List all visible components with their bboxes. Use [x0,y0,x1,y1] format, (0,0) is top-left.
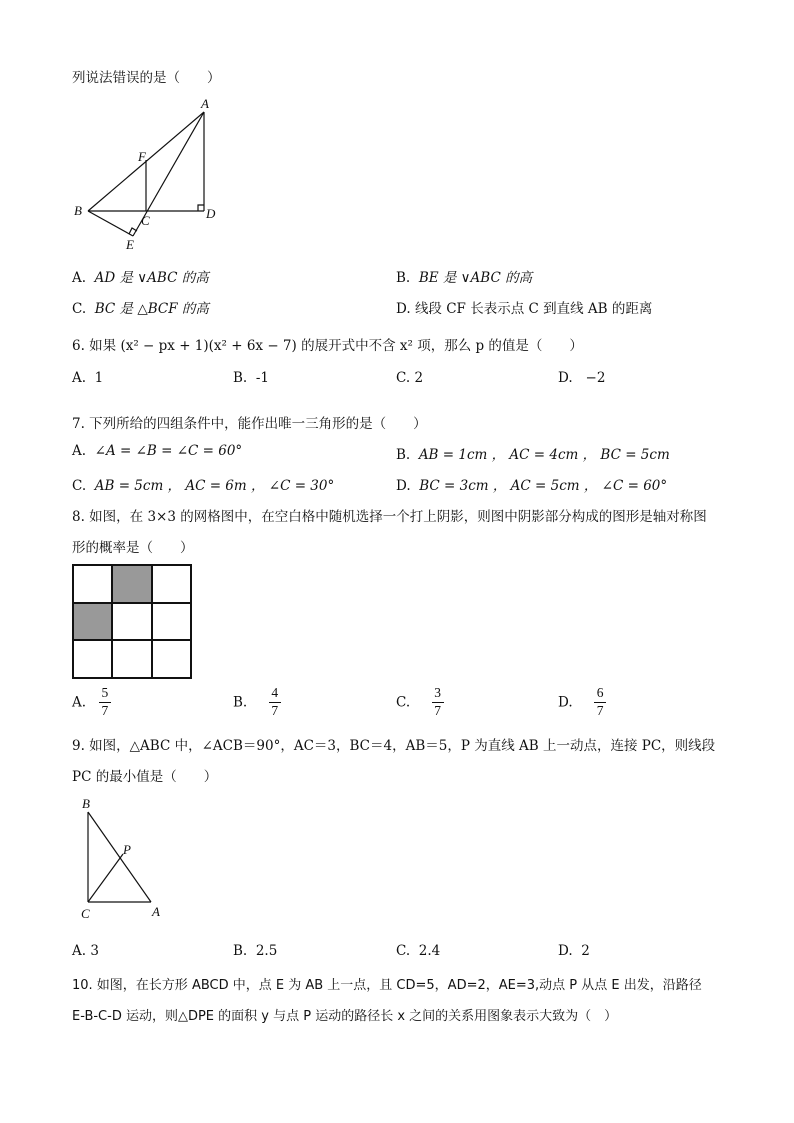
q9-option-b: B. 2.5 [233,943,278,959]
grid-cell [152,603,191,641]
grid-cell [112,603,151,641]
q6-option-b: B. -1 [233,370,269,386]
q9-label-c: C [81,906,90,921]
q9-option-c: C. 2.4 [396,943,441,959]
q5-stem: 列说法错误的是（ ） [72,70,221,86]
q7-option-c: C. AB = 5cm ， AC = 6m ， ∠C = 30° [72,478,335,494]
q8-option-b: B. $\frac{4}{7}$ [233,686,281,719]
q5-option-a: A. AD 是 ∨ABC 的高 [72,270,209,286]
grid-cell [112,640,151,678]
q5-option-c: C. BC 是 △BCF 的高 [72,301,209,317]
grid-cell [152,640,191,678]
grid-cell [152,565,191,603]
q9-label-b: B [82,796,90,811]
fraction: $\frac{3}{7}$ [432,686,444,719]
q5-figure [70,94,230,254]
q5-option-b: B. BE 是 ∨ABC 的高 [396,270,533,286]
q8-option-a: A. $\frac{5}{7}$ [72,686,111,719]
q7-option-a: A. ∠A = ∠B = ∠C = 60° [72,443,243,459]
grid-cell [73,640,112,678]
q10-stem-line2: E-B-C-D 运动，则△DPE 的面积 y 与点 P 运动的路径长 x 之间的关系用图象表示大致为（ ） [72,1009,618,1024]
q8-grid [72,564,192,679]
q5-label-b: B [74,203,82,218]
q9-option-d: D. 2 [558,943,590,959]
fraction: $\frac{6}{7}$ [594,686,606,719]
q5-option-d: D. 线段 CF 长表示点 C 到直线 AB 的距离 [396,301,653,317]
q10-stem-line1: 10. 如图，在长方形 ABCD 中，点 E 为 AB 上一点，且 CD=5，AD=2，AE=3,动点 P 从点 E 出发，沿路径 [72,978,702,993]
q5-label-a: A [201,96,209,111]
fraction: $\frac{4}{7}$ [269,686,281,719]
q5-label-f: F [138,149,146,164]
q6-option-c: C. 2 [396,370,424,386]
q6-option-a: A. 1 [72,370,104,386]
q7-option-d: D. BC = 3cm ， AC = 5cm ， ∠C = 60° [396,478,668,494]
grid-cell-shaded [73,603,112,641]
grid-cell-shaded [112,565,151,603]
q5-label-c: C [141,213,150,228]
q5-label-d: D [206,206,216,221]
q7-stem: 7. 下列所给的四组条件中，能作出唯一三角形的是（ ） [72,416,427,432]
q9-figure [76,794,176,924]
q8-stem-line2: 形的概率是（ ） [72,540,194,556]
q6-stem: 6. 如果 (x² − px + 1)(x² + 6x − 7) 的展开式中不含 x² 项，那么 p 的值是（ ） [72,338,583,354]
grid-cell [73,565,112,603]
q9-option-a: A. 3 [72,943,99,959]
q8-option-c: C. $\frac{3}{7}$ [396,686,444,719]
q9-stem-line2: PC 的最小值是（ ） [72,769,218,785]
q9-label-p: P [123,842,131,857]
q6-option-d: D. −2 [558,370,606,386]
q5-label-e: E [126,237,134,252]
q7-option-b: B. AB = 1cm ， AC = 4cm ， BC = 5cm [396,447,670,463]
q9-label-a: A [152,904,160,919]
q8-option-d: D. $\frac{6}{7}$ [558,686,606,719]
q8-stem-line1: 8. 如图，在 3×3 的网格图中，在空白格中随机选择一个打上阴影，则图中阴影部分构成的图形是轴对称图 [72,509,707,525]
q9-stem-line1: 9. 如图，△ABC 中，∠ACB＝90°，AC＝3，BC＝4，AB＝5，P 为直线 AB 上一动点，连接 PC，则线段 [72,738,716,754]
fraction: $\frac{5}{7}$ [99,686,111,719]
